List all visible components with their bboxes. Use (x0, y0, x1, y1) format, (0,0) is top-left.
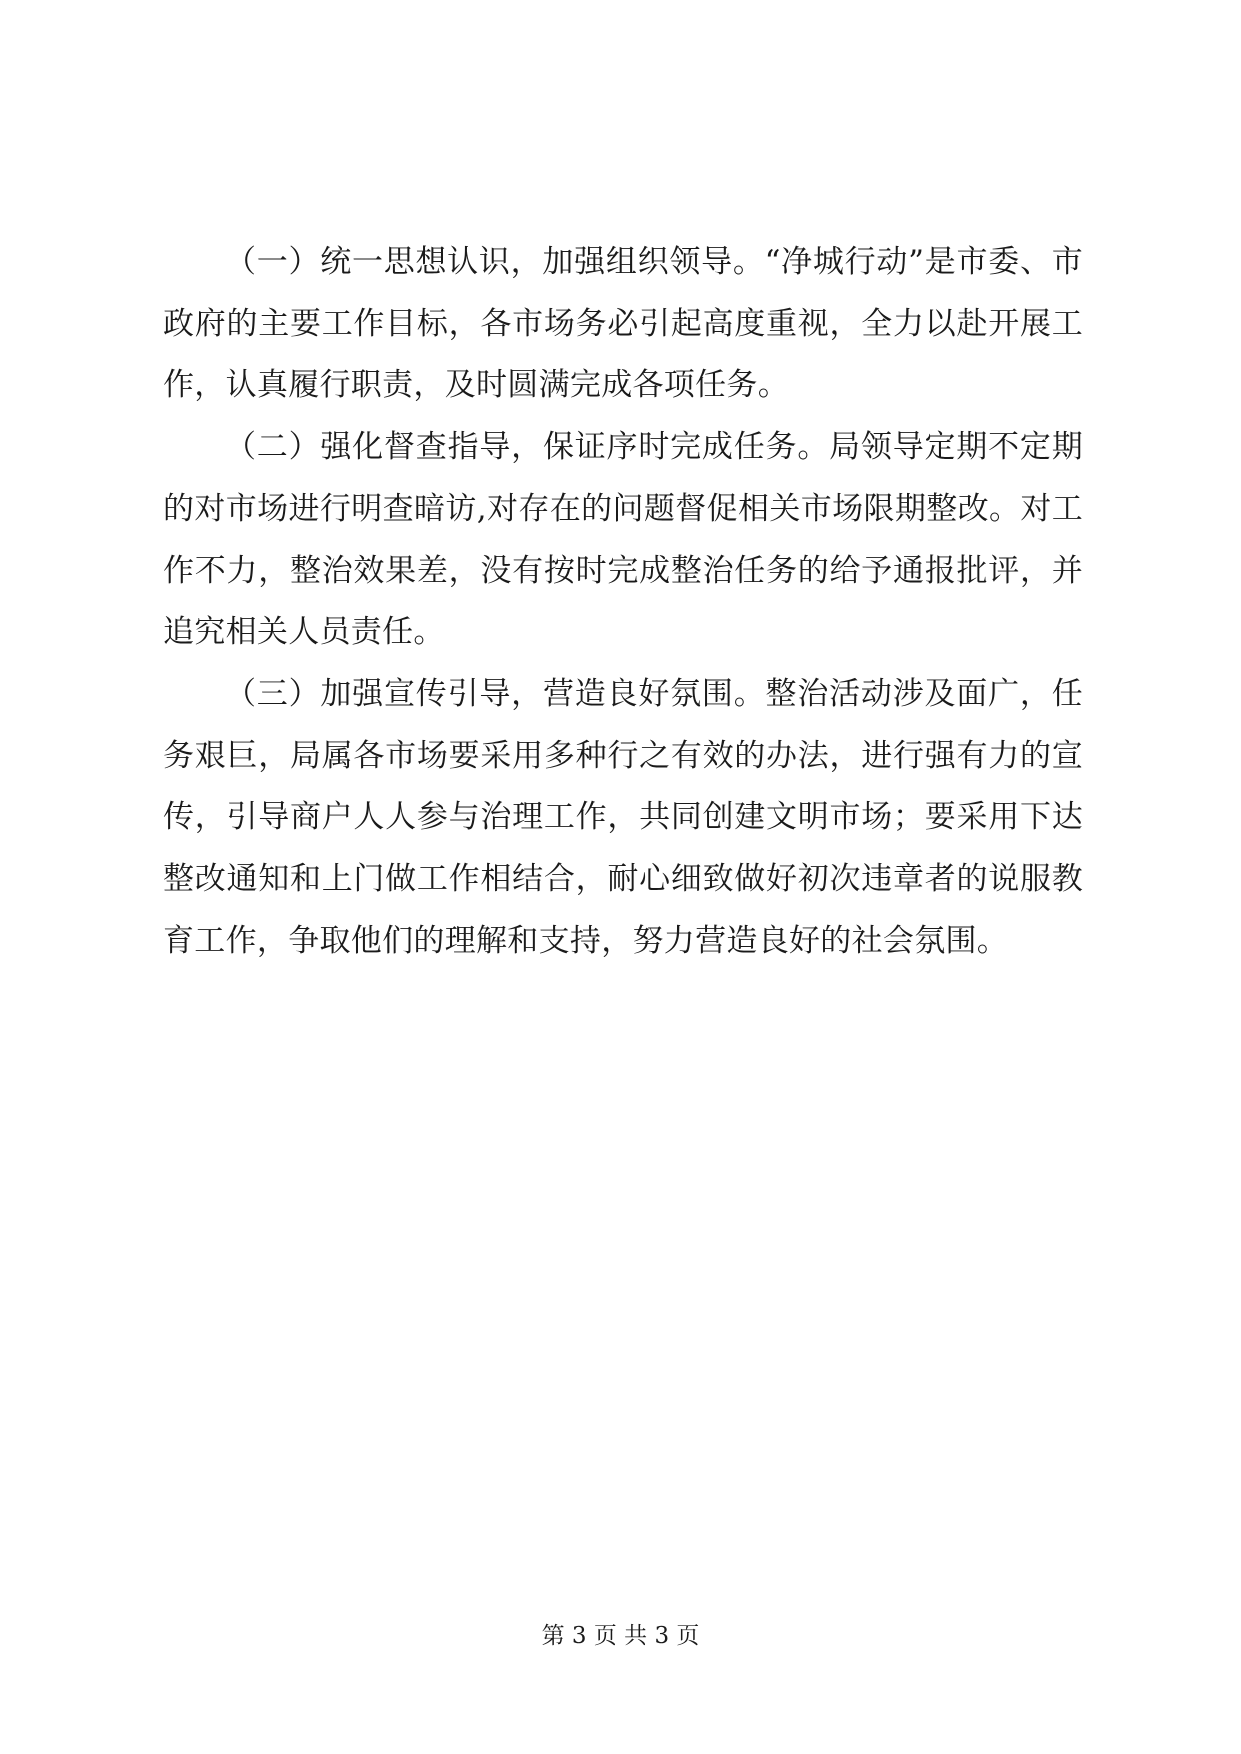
page-number-footer: 第 3 页 共 3 页 (541, 1623, 700, 1649)
paragraph-1: （一）统一思想认识，加强组织领导。“净城行动”是市委、市政府的主要工作目标，各市场务必引起高度重视，全力以赴开展工作，认真履行职责，及时圆满完成各项任务。 (163, 244, 1083, 404)
paragraph-2: （二）强化督查指导，保证序时完成任务。局领导定期不定期的对市场进行明查暗访,对存在的问题督促相关市场限期整改。对工作不力，整治效果差，没有按时完成整治任务的给予通报批评，并追究相关人员责任。 (163, 429, 1083, 651)
paragraph-3: （三）加强宣传引导，营造良好氛围。整治活动涉及面广，任务艰巨，局属各市场要采用多种行之有效的办法，进行强有力的宣传，引导商户人人参与治理工作，共同创建文明市场；要采用下达整改通知和上门做工作相结合，耐心细致做好初次违章者的说服教育工作，争取他们的理解和支持，努力营造良好的社会氛围。 (163, 675, 1083, 959)
document-body (163, 232, 1083, 972)
